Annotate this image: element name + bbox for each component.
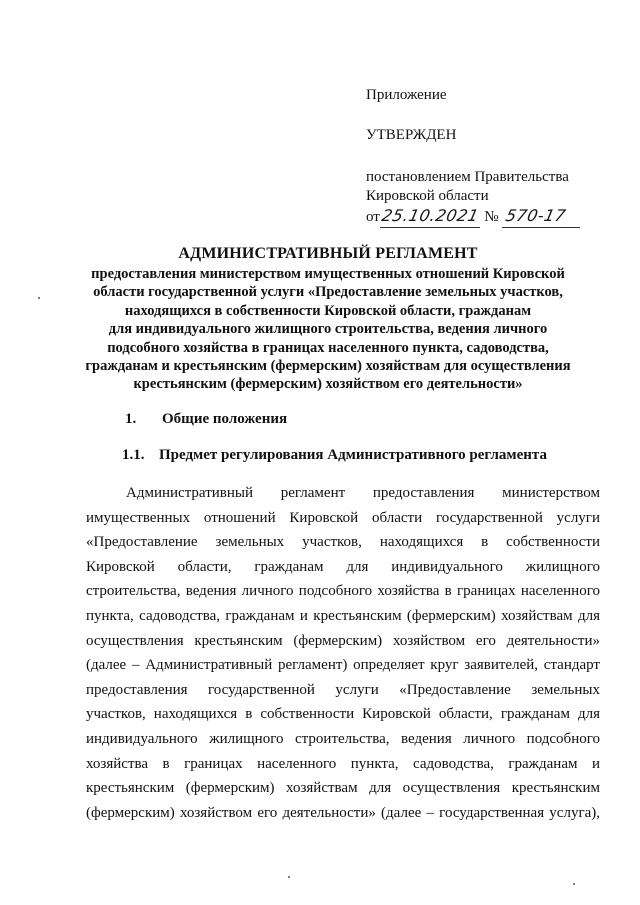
subsection-number: 1.1. bbox=[122, 447, 145, 463]
title-line: крестьянским (фермерским) хозяйством его деятельности» bbox=[133, 376, 523, 393]
scan-speck bbox=[288, 876, 290, 878]
section-title: Общие положения bbox=[162, 411, 288, 427]
date-prefix: от bbox=[366, 209, 380, 225]
approved-label: УТВЕРЖДЕН bbox=[366, 127, 457, 143]
scan-speck bbox=[38, 297, 40, 299]
title-line: находящихся в собственности Кировской области, гражданам bbox=[124, 302, 532, 319]
body-line: участков, находящихся в собственности Кировской области, гражданам для bbox=[86, 706, 600, 723]
subsection-title: Предмет регулирования Административного регламента bbox=[159, 447, 547, 463]
body-line: индивидуального жилищного строительства, ведения личного подсобного bbox=[86, 730, 600, 747]
document-title bbox=[60, 244, 596, 394]
title-line: подсобного хозяйства в границах населенного пункта, садоводства, bbox=[107, 339, 549, 356]
title-line: гражданам и крестьянским (фермерским) хозяйствам для осуществления bbox=[85, 358, 571, 375]
date-number-line bbox=[366, 206, 606, 228]
decree-line-2: Кировской области bbox=[366, 188, 489, 204]
title-line: для индивидуального жилищного строительства, ведения личного bbox=[108, 321, 548, 338]
body-line: (фермерским) хозяйством его деятельности» (далее – государственная услуга), bbox=[86, 804, 600, 821]
section-heading bbox=[125, 411, 287, 428]
approval-block bbox=[366, 86, 606, 228]
title-line: области государственной услуги «Предоставление земельных участков, bbox=[93, 284, 563, 301]
subsection-heading bbox=[122, 447, 547, 464]
main-title: АДМИНИСТРАТИВНЫЙ РЕГЛАМЕНТ bbox=[178, 245, 478, 262]
body-line: пункта, садоводства, гражданам и крестьянским (фермерским) хозяйствам для bbox=[86, 607, 600, 624]
body-line: «Предоставление земельных участков, находящихся в собственности bbox=[86, 534, 600, 551]
body-line: хозяйства в границах населенного пункта, садоводства, гражданам и bbox=[86, 755, 600, 772]
body-line: (далее – Административный регламент) определяет круг заявителей, стандарт bbox=[86, 657, 600, 674]
title-line: предоставления министерством имущественных отношений Кировской bbox=[91, 266, 565, 282]
body-line: строительства, ведения личного подсобного хозяйства в границах населенного bbox=[86, 583, 600, 600]
handwritten-date: 25.10.2021 bbox=[380, 206, 481, 228]
body-line: Административный регламент предоставления министерством bbox=[126, 485, 600, 501]
number-prefix: № bbox=[484, 209, 499, 225]
handwritten-number: 570-17 bbox=[502, 206, 580, 228]
body-line: крестьянским (фермерским) хозяйствам для осуществления крестьянским bbox=[86, 780, 600, 797]
body-line: осуществления крестьянским (фермерским) хозяйством его деятельности» bbox=[86, 632, 600, 649]
section-number: 1. bbox=[125, 411, 137, 427]
decree-line-1: постановлением Правительства bbox=[366, 169, 569, 185]
appendix-label: Приложение bbox=[366, 87, 447, 103]
body-line: имущественных отношений Кировской области государственной услуги bbox=[86, 509, 600, 526]
body-line: предоставления государственной услуги «Предоставление земельных bbox=[86, 681, 600, 698]
body-line: Кировской области, гражданам для индивидуального жилищного bbox=[86, 558, 600, 575]
scan-speck bbox=[573, 883, 575, 885]
body-paragraph bbox=[86, 481, 600, 825]
